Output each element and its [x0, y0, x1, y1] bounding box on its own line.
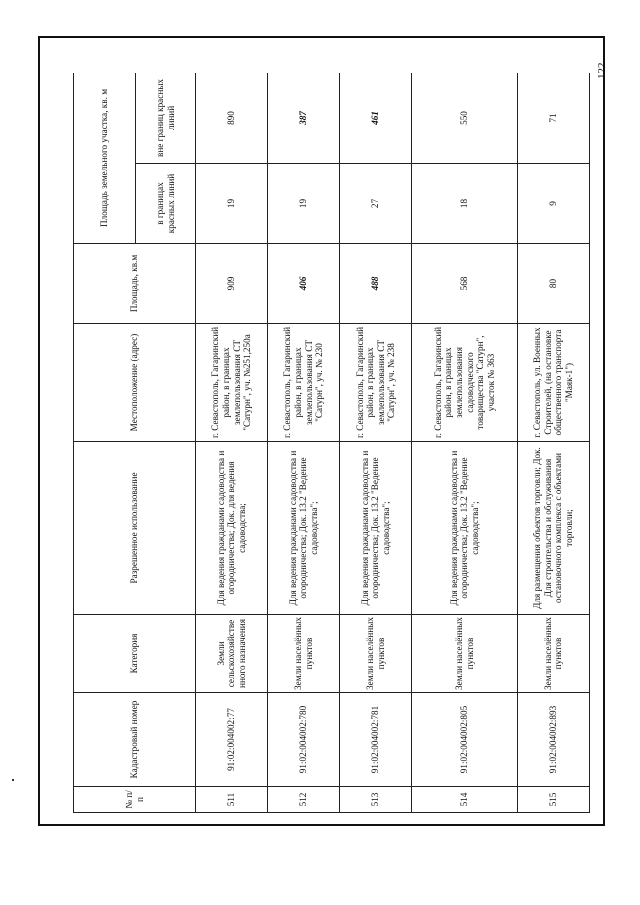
cell-category: Земли населённых пунктов: [412, 615, 518, 693]
header-location: Местоположение (адрес): [74, 324, 196, 442]
table-row: [412, 73, 518, 813]
table-row: [517, 73, 589, 813]
cell-area: 80: [517, 244, 589, 324]
cell-permitted-use: Для ведения гражданами садоводства и огородничества; Док. 13.2 "Ведение садоводства";: [412, 442, 518, 615]
header-within-red-lines: в границах красных линий: [136, 164, 196, 244]
cell-cadastral: 91:02:004002:77: [196, 693, 268, 787]
cell-cadastral: 91:02:004002:780: [268, 693, 340, 787]
cell-num: 513: [340, 787, 412, 813]
cell-category: Земли сельскохозяйстве нного назначения: [196, 615, 268, 693]
table-row: [340, 73, 412, 813]
cell-num: 512: [268, 787, 340, 813]
cell-outside: 461: [340, 73, 412, 164]
cell-within: 19: [268, 164, 340, 244]
cell-permitted-use: Для размещения объектов торговли; Док. Для строительства и обслуживания остановочного комплекса с объектами торговли;: [517, 442, 589, 615]
cell-area: 488: [340, 244, 412, 324]
cell-location: г. Севастополь, Гагаринский район, в границах землепользования СТ "Сатурн", уч. № 230: [268, 324, 340, 442]
header-num: № п/п: [74, 787, 196, 813]
table-row: [268, 73, 340, 813]
cell-permitted-use: Для ведения гражданами садоводства и огородничества; Док. для ведения садоводства;: [196, 442, 268, 615]
rotated-table: [73, 73, 590, 813]
page-number: 122: [596, 62, 608, 79]
cell-outside: 387: [268, 73, 340, 164]
cell-outside: 890: [196, 73, 268, 164]
cell-location: г. Севастополь, Гагаринский район, в границах землепользования СТ "Сатурн", уч. № 238: [340, 324, 412, 442]
cell-within: 19: [196, 164, 268, 244]
cell-area: 568: [412, 244, 518, 324]
cell-within: 9: [517, 164, 589, 244]
cell-num: 514: [412, 787, 518, 813]
cell-area: 406: [268, 244, 340, 324]
land-plots-table: [73, 73, 590, 813]
cell-within: 27: [340, 164, 412, 244]
cell-location: г. Севастополь, Гагаринский район, в границах землепользования садоводческого товарищества "Сатурн", участок № 363: [412, 324, 518, 442]
header-outside-red-lines: вне границ красных линий: [136, 73, 196, 164]
table-row: [196, 73, 268, 813]
cell-category: Земли населённых пунктов: [340, 615, 412, 693]
cell-cadastral: 91:02:004002:805: [412, 693, 518, 787]
cell-permitted-use: Для ведения гражданами садоводства и огородничества; Док. 13.2 "Ведение садоводства";: [340, 442, 412, 615]
cell-location: г. Севастополь, ул. Военных Строителей, (на остановке общественного транспорта "Маяк-1"): [517, 324, 589, 442]
cell-permitted-use: Для ведения гражданами садоводства и огородничества; Док. 13.2 "Ведение садоводства";: [268, 442, 340, 615]
cell-outside: 71: [517, 73, 589, 164]
cell-cadastral: 91:02:004002:781: [340, 693, 412, 787]
cell-location: г. Севастополь, Гагаринский район, в границах землепользования СТ "Сатурн", уч. №251,250а: [196, 324, 268, 442]
cell-outside: 550: [412, 73, 518, 164]
header-area: Площадь, кв.м: [74, 244, 196, 324]
header-permitted-use: Разрешенное использование: [74, 442, 196, 615]
cell-within: 18: [412, 164, 518, 244]
cell-num: 511: [196, 787, 268, 813]
scan-dot: [12, 779, 14, 781]
cell-category: Земли населённых пунктов: [517, 615, 589, 693]
cell-cadastral: 91:02:004002:893: [517, 693, 589, 787]
cell-num: 515: [517, 787, 589, 813]
header-land-area-group: Площадь земельного участка, кв. м: [74, 73, 136, 244]
header-category: Категория: [74, 615, 196, 693]
cell-area: 909: [196, 244, 268, 324]
cell-category: Земли населённых пунктов: [268, 615, 340, 693]
table-container: [73, 73, 590, 813]
header-cadastral: Кадастровый номер: [74, 693, 196, 787]
